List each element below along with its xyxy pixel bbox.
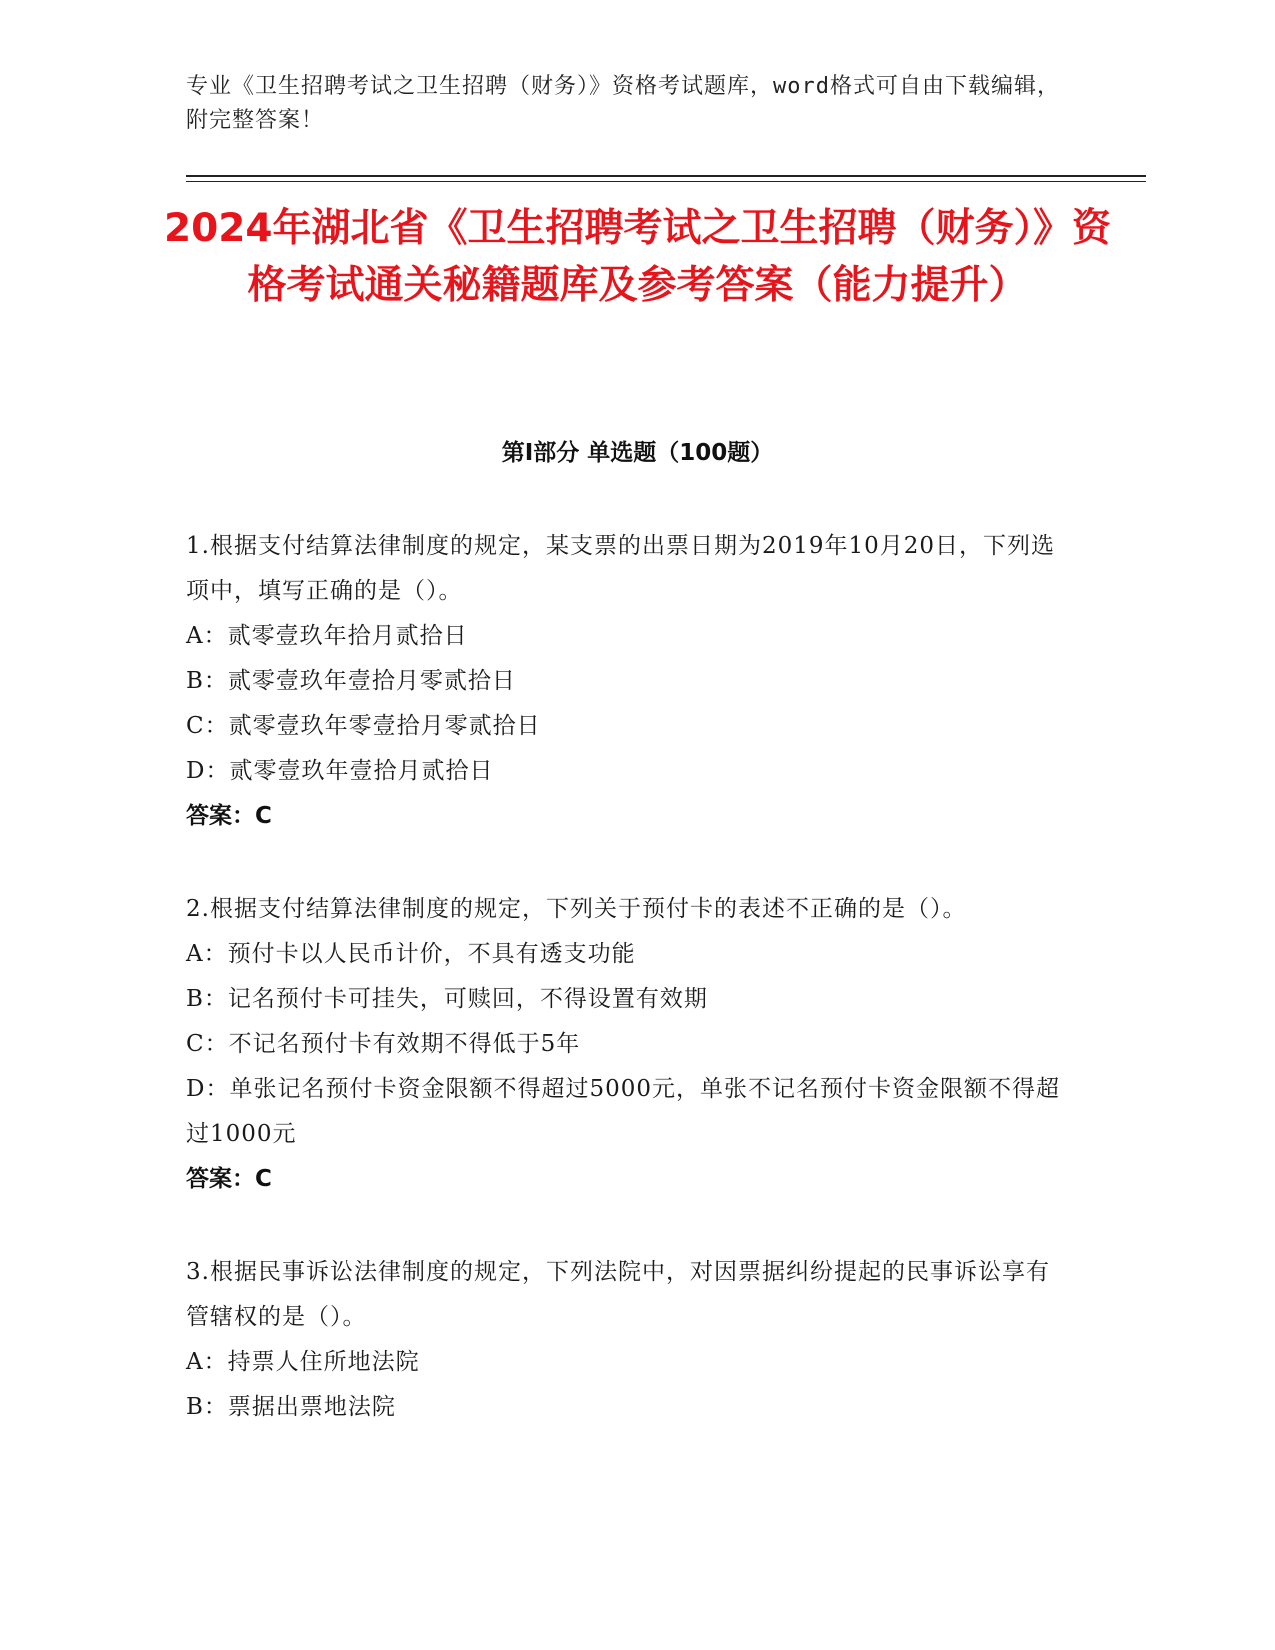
answer-label: 答案：C (186, 1166, 272, 1192)
question-1 (186, 524, 1066, 839)
option-a: A：预付卡以人民币计价，不具有透支功能 (186, 941, 636, 967)
option-c: C：贰零壹玖年零壹拾月零贰拾日 (186, 713, 541, 739)
option-b: B：记名预付卡可挂失，可赎回，不得设置有效期 (186, 986, 708, 1012)
section-heading: 第Ⅰ部分 单选题（100题） (501, 440, 774, 466)
option-c: C：不记名预付卡有效期不得低于5年 (186, 1031, 581, 1057)
question-stem: 3.根据民事诉讼法律制度的规定，下列法院中，对因票据纠纷提起的民事诉讼享有管辖权的是（）。 (186, 1259, 1050, 1330)
header-divider-thin (186, 181, 1146, 182)
option-a: A：持票人住所地法院 (186, 1349, 420, 1375)
option-d: D：单张记名预付卡资金限额不得超过5000元，单张不记名预付卡资金限额不得超过1000元 (186, 1076, 1060, 1147)
question-3 (186, 1250, 1066, 1430)
header-note: 专业《卫生招聘考试之卫生招聘（财务）》资格考试题库，word格式可自由下载编辑，附完整答案！ (186, 74, 1060, 133)
option-b: B：票据出票地法院 (186, 1394, 396, 1420)
answer-label: 答案：C (186, 803, 272, 829)
question-list (186, 524, 1066, 1478)
question-2 (186, 887, 1066, 1202)
question-stem: 1.根据支付结算法律制度的规定，某支票的出票日期为2019年10月20日，下列选项中，填写正确的是（）。 (186, 533, 1056, 604)
question-stem: 2.根据支付结算法律制度的规定，下列关于预付卡的表述不正确的是（）。 (186, 896, 967, 922)
document-title: 2024年湖北省《卫生招聘考试之卫生招聘（财务）》资格考试通关秘籍题库及参考答案（能力提升） (163, 206, 1112, 308)
option-a: A：贰零壹玖年拾月贰拾日 (186, 623, 468, 649)
option-d: D：贰零壹玖年壹拾月贰拾日 (186, 758, 494, 784)
header-divider-thick (186, 175, 1146, 177)
option-b: B：贰零壹玖年壹拾月零贰拾日 (186, 668, 516, 694)
